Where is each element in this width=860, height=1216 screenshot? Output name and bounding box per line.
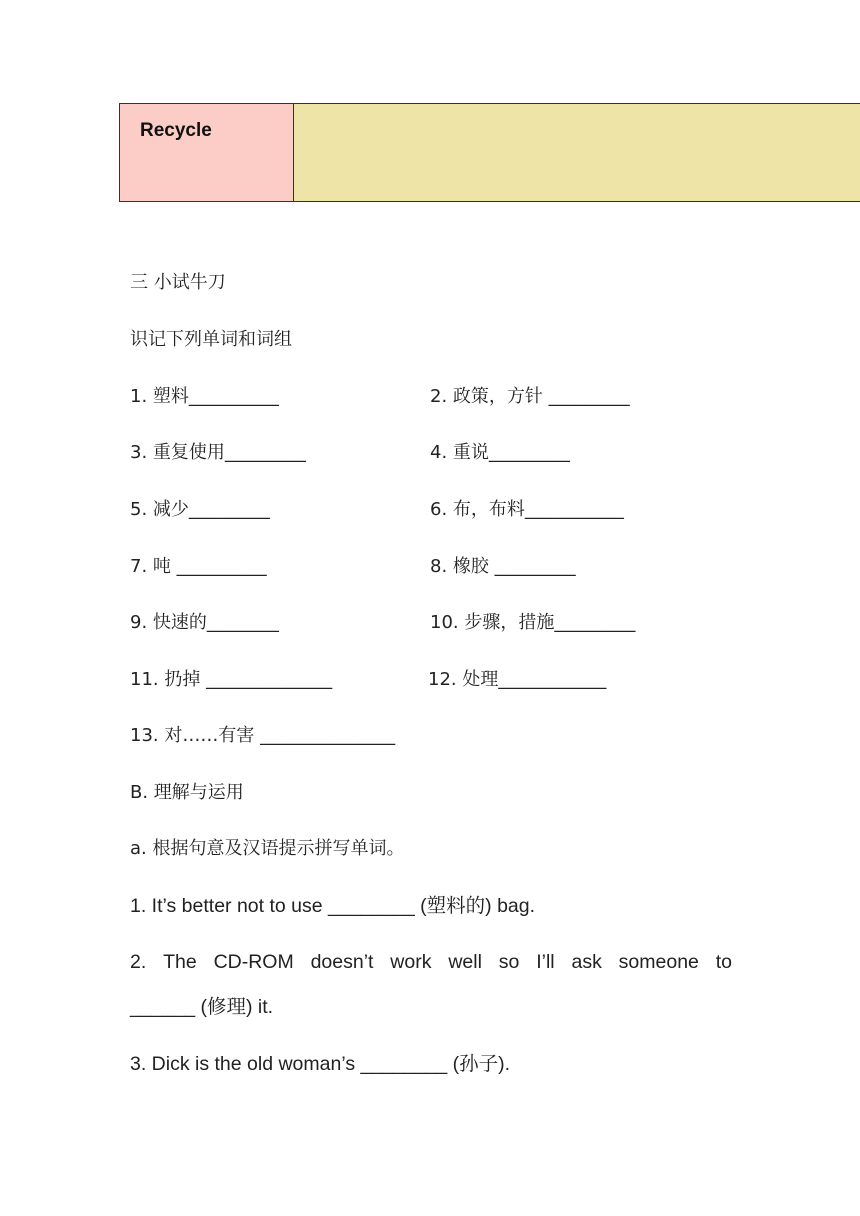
sentence-2-line-1 — [130, 950, 732, 974]
vocab-item-3: 3. 重复使用_________ — [130, 442, 306, 463]
header-label: Recycle — [140, 120, 212, 141]
vocab-item-6: 6. 布，布料___________ — [430, 499, 624, 520]
instruction: 识记下列单词和词组 — [130, 329, 292, 350]
header-table — [119, 103, 860, 202]
sentence-2-word: 2. — [130, 951, 147, 973]
header-content-cell — [294, 104, 860, 201]
part-a-instruction: a. 根据句意及汉语提示拼写单词。 — [130, 838, 405, 859]
vocab-item-10: 10. 步骤，措施_________ — [430, 612, 636, 633]
sentence-2-word: work — [390, 951, 432, 973]
sentence-2-word: so — [498, 951, 520, 973]
vocab-item-7: 7. 吨 __________ — [130, 556, 267, 577]
sentence-2-word: to — [715, 951, 732, 973]
part-b-title: B. 理解与运用 — [130, 782, 244, 803]
sentence-2-word: someone — [618, 951, 699, 973]
sentence-2-word: doesn’t — [310, 951, 374, 973]
header-label-cell — [120, 104, 294, 201]
sentence-2-word: ask — [571, 951, 602, 973]
sentence-2-word: CD-ROM — [213, 951, 294, 973]
vocab-item-12: 12. 处理____________ — [428, 669, 607, 690]
vocab-item-2: 2. 政策，方针 _________ — [430, 386, 630, 407]
vocab-item-1: 1. 塑料__________ — [130, 386, 279, 407]
section-title: 三 小试牛刀 — [130, 272, 226, 293]
vocab-item-9: 9. 快速的________ — [130, 612, 279, 633]
sentence-3: 3. Dick is the old woman’s ________ (孙子). — [130, 1053, 511, 1075]
vocab-item-8: 8. 橡胶 _________ — [430, 556, 576, 577]
sentence-1: 1. It’s better not to use ________ (塑料的) bag. — [130, 895, 536, 917]
sentence-2-word: I’ll — [536, 951, 555, 973]
sentence-2-word: well — [448, 951, 482, 973]
sentence-2-word: The — [163, 951, 197, 973]
vocab-item-13: 13. 对……有害 _______________ — [130, 725, 396, 746]
sentence-2-line-2: ______ (修理) it. — [130, 996, 274, 1018]
vocab-item-5: 5. 减少_________ — [130, 499, 270, 520]
vocab-item-11: 11. 扔掉 ______________ — [130, 669, 333, 690]
vocab-item-4: 4. 重说_________ — [430, 442, 570, 463]
